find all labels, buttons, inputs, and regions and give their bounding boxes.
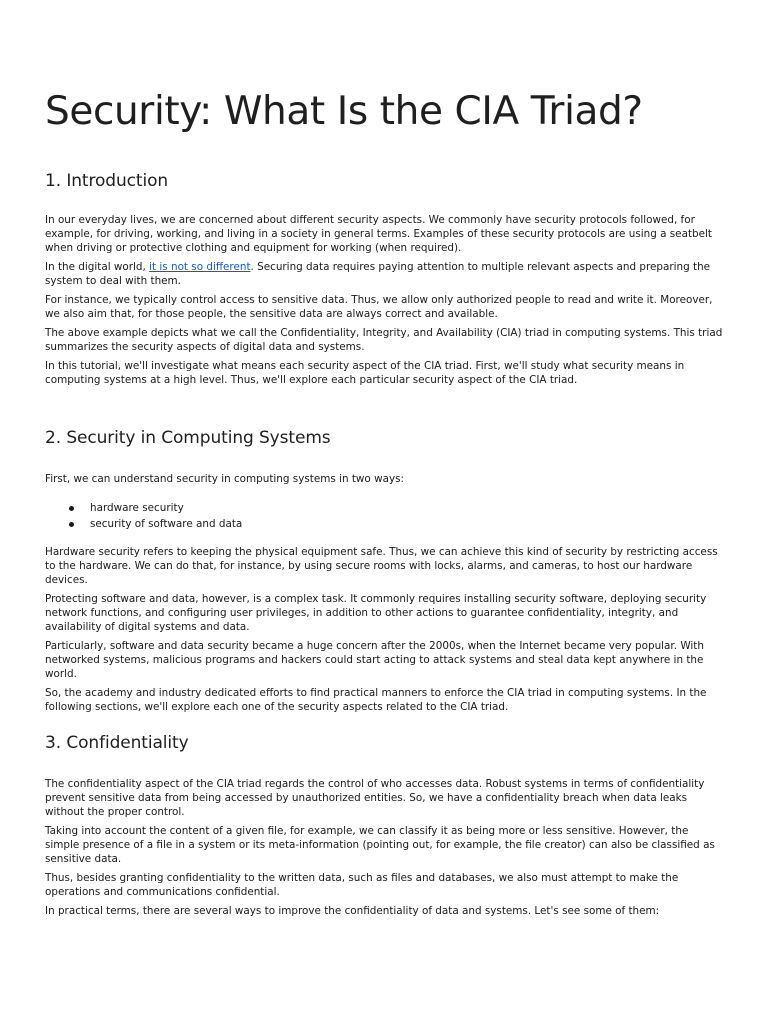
section-heading: 2. Security in Computing Systems <box>45 428 331 448</box>
paragraph: Taking into account the content of a given file, for example, we can classify it as being more or less sensitive. However, the simple presence of a file in a system or its meta-information (pointing out, for example, the file creator) can also be classified as sensitive data. <box>45 825 715 865</box>
paragraph: Thus, besides granting confidentiality to the written data, such as files and databases, we also must attempt to make the operations and communications confidential. <box>45 872 679 898</box>
list-item: security of software and data <box>45 516 725 532</box>
inline-link[interactable]: it is not so different <box>149 261 251 273</box>
bullet-list <box>45 500 725 532</box>
paragraph <box>45 260 725 288</box>
paragraph: In this tutorial, we'll investigate what means each security aspect of the CIA triad. First, we'll study what security means in computing systems at a high level. Thus, we'll explore each particular security aspect of the CIA triad. <box>45 360 685 386</box>
page-title: Security: What Is the CIA Triad? <box>45 89 643 134</box>
paragraph: First, we can understand security in computing systems in two ways: <box>45 473 405 485</box>
section-body <box>45 777 725 918</box>
paragraph-text: In the digital world, <box>45 261 150 273</box>
paragraph-text: . Securing data requires paying attention to multiple relevant aspects and preparing the system to deal with them. <box>45 261 711 287</box>
paragraph: Protecting software and data, however, is a complex task. It commonly requires installing security software, deploying security network functions, and configuring user privileges, in addition to other actions to guarantee confidentiality, integrity, and availability of digital systems and data. <box>45 593 707 633</box>
paragraph: For instance, we typically control access to sensitive data. Thus, we allow only authorized people to read and write it. Moreover, we also aim that, for those people, the sensitive data are always correct and available. <box>45 294 713 320</box>
paragraph: In our everyday lives, we are concerned about different security aspects. We commonly have security protocols followed, for example, for driving, working, and living in a society in general terms. Examples of these security protocols are using a seatbelt when driving or protective clothing and equipment for working (when required). <box>45 214 712 254</box>
paragraph: The above example depicts what we call the Confidentiality, Integrity, and Availability (CIA) triad in computing systems. This triad summarizes the security aspects of digital data and systems. <box>45 327 723 353</box>
paragraph: In practical terms, there are several ways to improve the confidentiality of data and systems. Let's see some of them: <box>45 905 660 917</box>
section-security-computing <box>45 427 725 719</box>
section-introduction <box>45 170 725 392</box>
paragraph: The confidentiality aspect of the CIA triad regards the control of who accesses data. Robust systems in terms of confidentiality prevent sensitive data from being accessed by unauthorized entities. So, we have a confidentiality breach when data leaks without the proper control. <box>45 778 705 818</box>
paragraph: So, the academy and industry dedicated efforts to find practical manners to enforce the CIA triad in computing systems. In the following sections, we'll explore each one of the security aspects related to the CIA triad. <box>45 687 707 713</box>
list-item: hardware security <box>45 500 725 516</box>
section-confidentiality <box>45 732 725 923</box>
section-heading: 3. Confidentiality <box>45 733 189 753</box>
paragraph: Particularly, software and data security became a huge concern after the 2000s, when the Internet became very popular. With networked systems, malicious programs and hackers could start acting to attack systems and steal data kept anywhere in the world. <box>45 640 704 680</box>
paragraph: Hardware security refers to keeping the physical equipment safe. Thus, we can achieve this kind of security by restricting access to the hardware. We can do that, for instance, by using secure rooms with locks, alarms, and cameras, to host our hardware devices. <box>45 546 718 586</box>
section-body <box>45 213 725 387</box>
section-heading: 1. Introduction <box>45 171 169 191</box>
section-body <box>45 472 725 714</box>
